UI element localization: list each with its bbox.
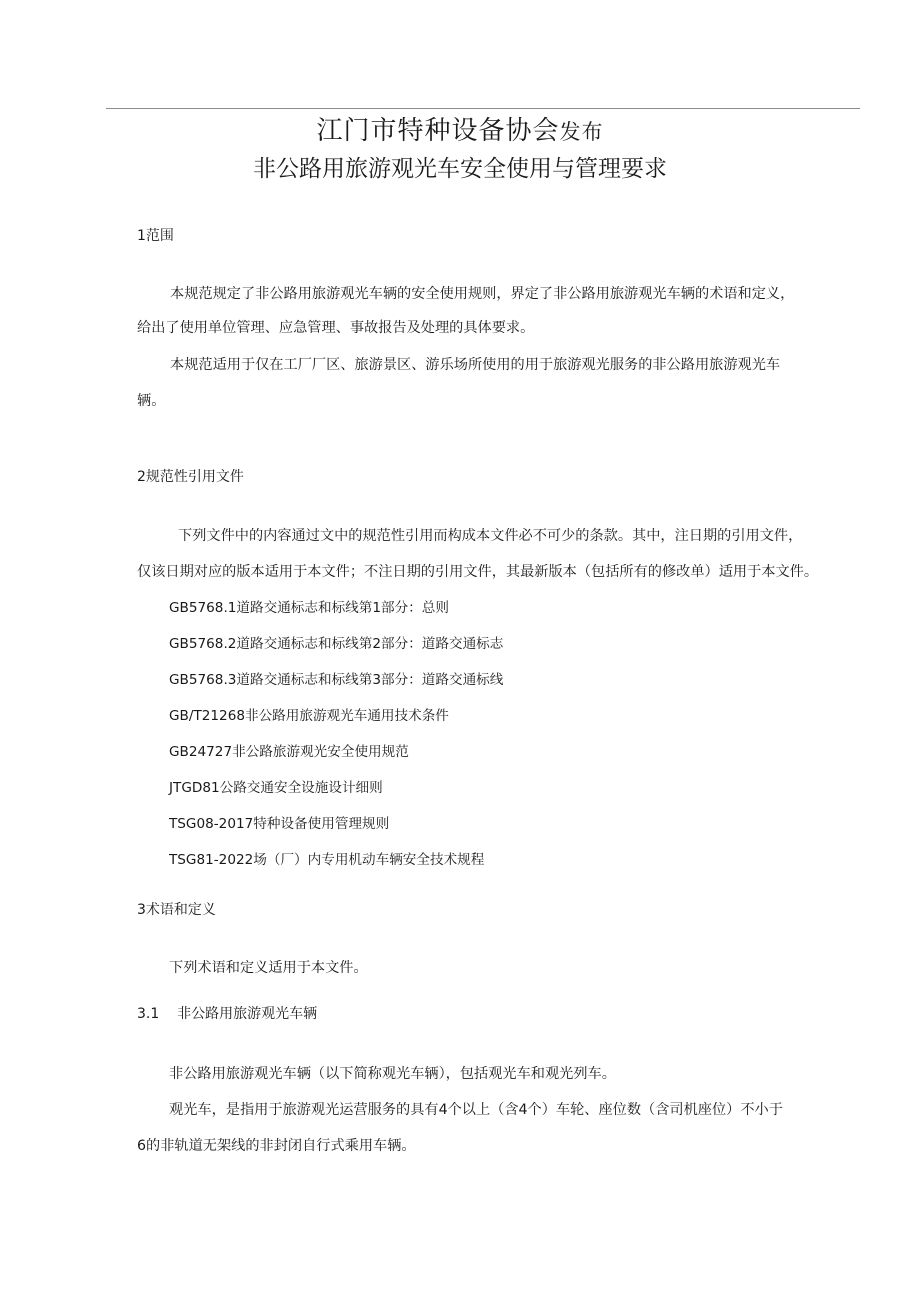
term-paragraph-2-line-2: 6的非轨道无架线的非封闭自行式乘用车辆。 (137, 1138, 416, 1154)
reference-item: JTGD81公路交通安全设施设计细则 (169, 780, 383, 796)
publisher-title (0, 114, 920, 149)
term-paragraph-1: 非公路用旅游观光车辆（以下简称观光车辆），包括观光车和观光列车。 (169, 1066, 616, 1082)
reference-item: GB5768.3道路交通标志和标线第3部分：道路交通标线 (169, 672, 504, 688)
reference-item: GB24727非公路旅游观光安全使用规范 (169, 744, 409, 760)
reference-item: TSG08-2017特种设备使用管理规则 (169, 816, 390, 832)
terms-intro: 下列术语和定义适用于本文件。 (169, 960, 368, 976)
scope-paragraph-1-line-2: 给出了使用单位管理、应急管理、事故报告及处理的具体要求。 (137, 320, 535, 336)
term-paragraph-2-line-1: 观光车，是指用于旅游观光运营服务的具有4个以上（含4个）车轮、座位数（含司机座位）不小于 (169, 1102, 783, 1118)
term-heading-3-1: 3.1 非公路用旅游观光车辆 (137, 1006, 318, 1022)
publish-label: 发布 (559, 120, 604, 144)
section-heading-terms: 3术语和定义 (137, 902, 216, 918)
reference-item: TSG81-2022场（厂）内专用机动车辆安全技术规程 (169, 852, 485, 868)
header-rule (106, 108, 860, 109)
reference-item: GB/T21268非公路用旅游观光车通用技术条件 (169, 708, 449, 724)
publisher-name: 江门市特种设备协会 (316, 116, 560, 146)
section-heading-references: 2规范性引用文件 (137, 469, 244, 485)
references-intro-line-2: 仅该日期对应的版本适用于本文件；不注日期的引用文件，其最新版本（包括所有的修改单）适用于本文件。 (137, 564, 819, 580)
document-title: 非公路用旅游观光车安全使用与管理要求 (253, 156, 667, 182)
scope-paragraph-2-line-2: 辆。 (137, 393, 166, 409)
reference-item: GB5768.1道路交通标志和标线第1部分：总则 (169, 600, 449, 616)
section-heading-scope: 1范围 (137, 228, 174, 244)
scope-paragraph-1-line-1: 本规范规定了非公路用旅游观光车辆的安全使用规则，界定了非公路用旅游观光车辆的术语和定义， (170, 286, 795, 302)
references-intro-line-1: 下列文件中的内容通过文中的规范性引用而构成本文件必不可少的条款。其中，注日期的引用文件， (178, 528, 803, 544)
scope-paragraph-2-line-1: 本规范适用于仅在工厂厂区、旅游景区、游乐场所使用的用于旅游观光服务的非公路用旅游观光车 (170, 357, 781, 373)
reference-item: GB5768.2道路交通标志和标线第2部分：道路交通标志 (169, 636, 504, 652)
